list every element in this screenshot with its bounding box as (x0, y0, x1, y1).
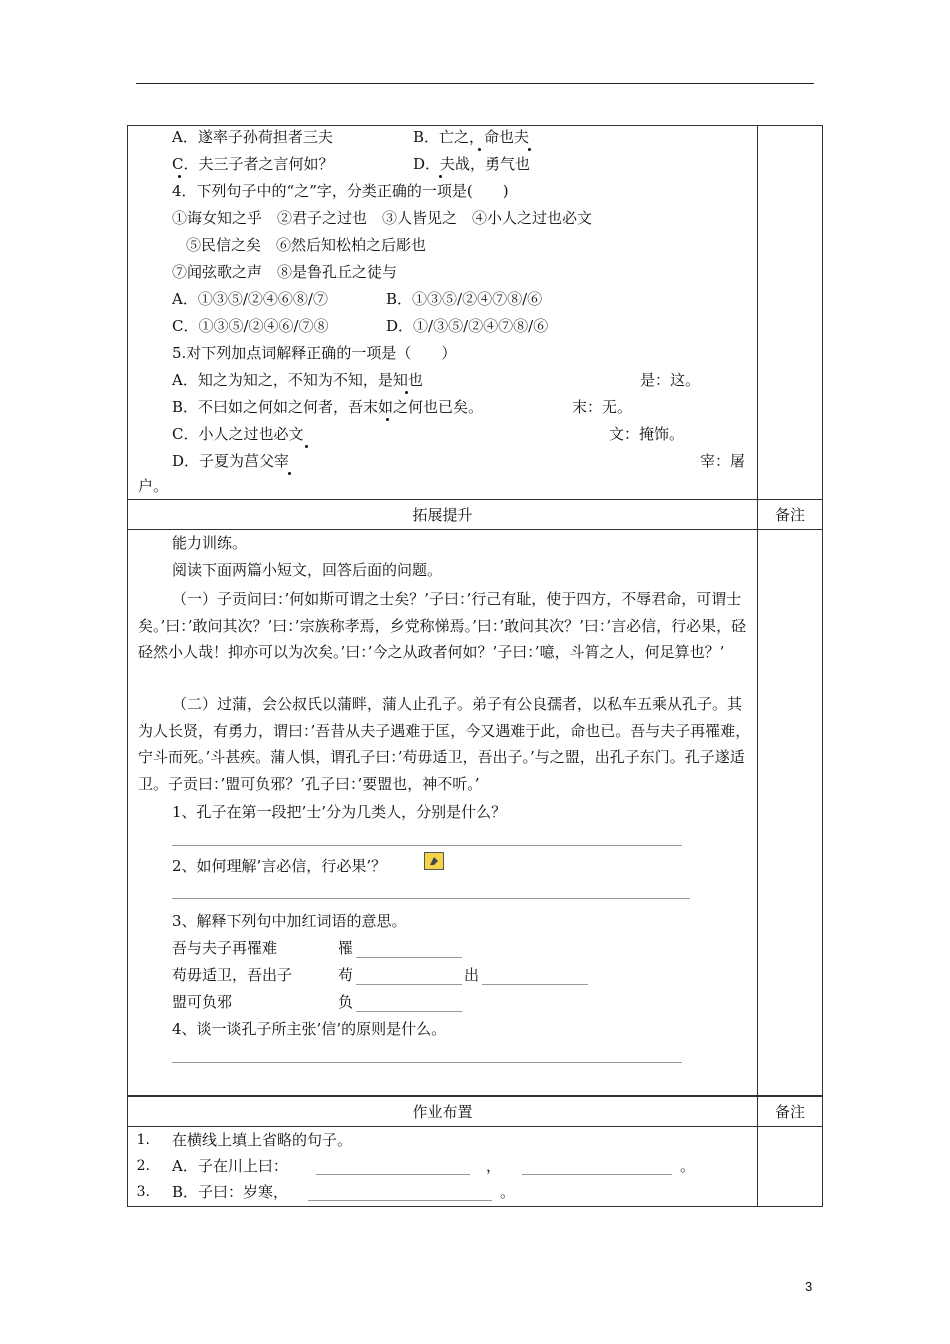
header-divider (128, 529, 822, 530)
section-title: 作业布置 (412, 1103, 473, 1121)
notes-header: 备注 (774, 1103, 805, 1121)
homework-section (127, 1096, 823, 1207)
option-gloss: 末：无。 (572, 398, 633, 416)
option-line: A．①③⑤/②④⑥⑧/⑦ (172, 290, 328, 308)
question-2: 2、如何理解’言必信，行必果’？ (172, 857, 387, 875)
word-a: 罹 (338, 939, 354, 957)
option-line: C．夫三子者之言何如？ (172, 155, 334, 173)
end-period: 。 (680, 1157, 696, 1175)
question-5: 5.对下列加点词解释正确的一项是（ ） (172, 344, 457, 362)
option-line: C．小人之过也必文 (172, 425, 304, 443)
exercise-table-continued (127, 125, 823, 500)
option-gloss: 是：这。 (640, 371, 701, 389)
emphasis-dot (478, 148, 481, 151)
emphasis-dot (288, 472, 291, 475)
option-line: B．亡之，命也夫 (413, 128, 530, 146)
answer-line[interactable] (172, 898, 690, 899)
option-line: A．知之为知之，不知为不知，是知也 (172, 371, 423, 389)
word-b2: 出 (464, 966, 480, 984)
passage-1: （一）子贡问曰：’何如斯可谓之士矣？’子曰：’行己有耻，使于四方，不辱君命，可谓士矣。’曰：’敢问其次？’曰：’宗族称孝焉，乡党称悌焉。’曰：’敢问其次？’曰：’言必信，行必果，硁硁然小人哉！抑亦可以为次矣。’曰：’今之从政者何如？’子曰：’噫，斗筲之人，何足算也？’ (138, 590, 747, 661)
list-number: 1. (136, 1132, 150, 1148)
answer-blank[interactable] (356, 1011, 462, 1012)
emphasis-dot (386, 418, 389, 421)
question-1: 1、孔子在第一段把’士’分为几类人，分别是什么？ (172, 803, 507, 821)
answer-line[interactable] (172, 845, 682, 846)
notes-column-divider (757, 126, 758, 499)
option-gloss: 宰：屠 (700, 452, 746, 470)
header-divider (128, 1126, 822, 1127)
word-b1: 苟 (338, 966, 354, 984)
question-4: 4、谈一谈孔子所主张’信’的原则是什么。 (172, 1020, 447, 1038)
fill-item-a: A．子在川上曰： (172, 1157, 288, 1175)
option-gloss: 文：掩饰。 (609, 425, 685, 443)
option-line: D．夫战，勇气也 (413, 155, 531, 173)
answer-line[interactable] (172, 1062, 682, 1063)
phrase-c: 盟可负邪 (172, 993, 233, 1011)
notes-header: 备注 (774, 506, 805, 524)
fill-blank[interactable] (522, 1174, 672, 1175)
option-line: B．①③⑤/②④⑦⑧/⑥ (386, 290, 543, 308)
emphasis-dot (405, 391, 408, 394)
word-c: 负 (338, 993, 354, 1011)
header-rule (136, 83, 814, 84)
instruction: 在横线上填上省略的句子。 (172, 1131, 353, 1149)
option-gloss-tail: 户。 (138, 477, 169, 495)
notes-column-divider (757, 500, 758, 1095)
paragraph: 阅读下面两篇小短文，回答后面的问题。 (172, 561, 443, 579)
fill-blank[interactable] (308, 1200, 492, 1201)
question-4-items: ⑦闻弦歌之声 ⑧是鲁孔丘之徒与 (172, 263, 398, 281)
fill-item-b: B．子曰：岁寒， (172, 1183, 289, 1201)
embedded-object-icon (424, 852, 444, 870)
question-4-items: ①诲女知之乎 ②君子之过也 ③人皆见之 ④小人之过也必文 (172, 209, 593, 227)
passage-2: （二）过蒲，会公叔氏以蒲畔，蒲人止孔子。弟子有公良孺者，以私车五乘从孔子。其为人长贤，有勇力，谓曰：’吾昔从夫子遇难于匡，今又遇难于此，命也已。吾与夫子再罹难，宁斗而死。’斗甚疾。蒲人惧，谓孔子曰：’苟毋适卫，吾出子。’与之盟，出孔子东门。孔子遂适卫。子贡曰：’盟可负邪？’孔子曰：’要盟也，神不听。’ (138, 695, 751, 793)
separator-comma: ， (486, 1157, 502, 1175)
answer-blank[interactable] (356, 957, 462, 958)
end-period: 。 (500, 1183, 516, 1201)
option-line: B．不曰如之何如之何者，吾末如之何也已矣。 (172, 398, 484, 416)
emphasis-dot (528, 148, 531, 151)
phrase-a: 吾与夫子再罹难 (172, 939, 278, 957)
question-4: 4．下列句子中的“之”字，分类正确的一项是( ) (172, 182, 509, 200)
option-line: C．①③⑤/②④⑥/⑦⑧ (172, 317, 329, 335)
emphasis-dot (305, 445, 308, 448)
list-number: 2. (136, 1158, 150, 1174)
answer-blank[interactable] (356, 984, 462, 985)
fill-blank[interactable] (316, 1174, 470, 1175)
page-number: 3 (805, 1279, 813, 1294)
answer-blank[interactable] (482, 984, 588, 985)
section-title: 拓展提升 (412, 506, 473, 524)
option-line: D．子夏为莒父宰 (172, 452, 290, 470)
paragraph: 能力训练。 (172, 534, 248, 552)
extension-section (127, 499, 823, 1096)
question-4-items: ⑤民信之矣 ⑥然后知松柏之后彫也 (186, 236, 427, 254)
emphasis-dot (178, 175, 181, 178)
option-line: D．①/③⑤/②④⑦⑧/⑥ (386, 317, 549, 335)
phrase-b: 苟毋适卫，吾出子 (172, 966, 293, 984)
question-3: 3、解释下列句中加红词语的意思。 (172, 912, 407, 930)
emphasis-dot (439, 175, 442, 178)
option-line: A．遂率子孙荷担者三夫 (172, 128, 333, 146)
list-number: 3. (136, 1184, 150, 1200)
